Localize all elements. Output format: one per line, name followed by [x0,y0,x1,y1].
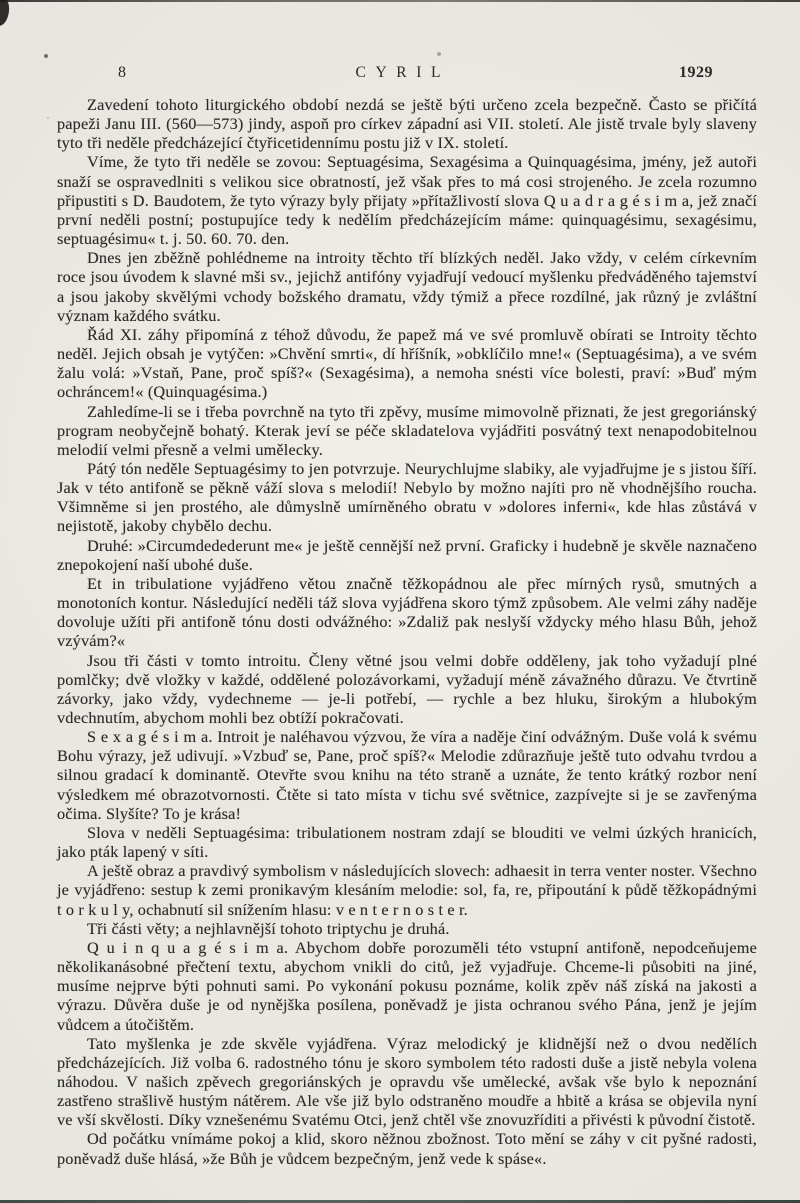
page-number: 8 [118,64,127,81]
paragraph: S e x a g é s i m a. Introit je naléhavou výzvou, že víra a naděje činí odvážným. Duše volá k svému Bohu výrazy, jež udivují. »Vzbuď se, Pane, proč spíš?« Melodie zdůrazňuje ještě tuto odvahu tvrdou a silnou gradací k dominantě. Otevřte svou knihu na této straně a uznáte, že tento krátký rozbor není výsledkem mé obrazotvornosti. Čtěte si tato místa v tichu své světnice, zazpívejte si je se zavřenýma očima. Slyšíte? To je krása! [57,727,757,823]
scan-corner-blot [0,0,10,26]
paragraph: Slova v neděli Septuagésima: tribulationem nostram zdají se blouditi ve velmi úzkých hranicích, jako pták lapený v síti. [57,822,757,862]
scan-speck [44,54,48,58]
paragraph: Pátý tón neděle Septuagésimy to jen potvrzuje. Neurychlujme slabiky, ale vyjadřujme je s jistou šíří. Jak v této antifoně se pěkně váží slova s melodií! Nebylo by možno najíti pro ně vhodnějšího roucha. Všimněme si jen prostého, ale důmyslně umírněného obratu v »dolores inferni«, kde hlas zůstává v nejistotě, jakoby chybělo dechu. [57,458,757,536]
page-header [0,64,800,88]
paragraph: Tři části věty; a nejhlavnější tohoto triptychu je druhá. [87,918,450,938]
paragraph: Q u i n q u a g é s i m a. Abychom dobře porozuměli této vstupní antifoně, nepodceňujeme několikanásobné přečtení textu, abychom vnikli do citů, jež vyjadřuje. Chceme-li působiti na jiné, musíme nejprve býti pohnuti sami. Po vykonání pokusu poznáme, kolik zpěv náš získá na jakosti a výrazu. Důvěra duše je od nynějška posílena, poněvadž je jista ochranou svého Pána, jenž je jejím vůdcem a útočištěm. [57,937,757,1034]
paragraph: Dnes jen zběžně pohlédneme na introity těchto tří blízkých neděl. Jako vždy, v celém církevním roce jsou úvodem k slavné mši sv., jejichž antifóny vyjadřují vedoucí myšlenku předváděného tajemství a jsou jakoby skvělými vchody božského dramatu, vždy týmiž a přece rozdílné, jak různý je zvláštní význam každého svátku. [57,248,757,325]
paragraph: Zavedení tohoto liturgického období nezdá se ještě býti určeno zcela bezpečně. Často se přičítá papeži Janu III. (560—573) jindy, aspoň pro církev západní asi VII. století. Ale jistě trvale byly slaveny tyto tři neděle předcházející čtyřicetidennímu postu již v IX. století. [57,95,757,153]
publication-year: 1929 [679,64,713,81]
journal-title: CYRIL [355,64,451,81]
paragraph: Jsou tři části v tomto introitu. Členy větné jsou velmi dobře odděleny, jak toho vyžadují plné pomlčky; dvě vložky v každé, oddělené polozávorkami, vyžadují méně závažného důrazu. Ve čtvrtině závorky, jako vždy, vydechneme — je-li potřebí, — rychle a bez hluku, širokým a hlubokým vdechnutím, abychom mohli bez obtíží pokračovati. [57,650,757,727]
paragraph: Od počátku vnímáme pokoj a klid, skoro něžnou zbožnost. Toto mění se záhy v cit pyšné radosti, poněvadž duše hlásá, »že Bůh je vůdcem bezpečným, jenž vede k spáse«. [57,1129,757,1168]
paragraph: Víme, že tyto tři neděle se zovou: Septuagésima, Sexagésima a Quinquagésima, jmény, jež autoři snaží se ospravedlniti s velikou sice obratností, jež však přes to má cosi strojeného. Je zcela rozumno připustiti s D. Baudotem, že tyto výrazy byly přijaty »přítažlivostí slova Q u a d r a g é s i m a, jež značí první neděli postní; postupujíce tedy k nedělím předcházejícím máme: quinquagésimu, sexagésimu, septuagésimu« t. j. 50. 60. 70. den. [57,152,757,249]
paragraph: Et in tribulatione vyjádřeno větou značně těžkopádnou ale přec mírných rysů, smutných a monotoních kontur. Následující neděli táž slova vyjádřena skoro týmž způsobem. Ale velmi záhy naděje dovoluje užíti při antifoně tónu dosti odvážného: »Zdaliž pak neslyší vždycky mého hlasu Bůh, jehož vzývám?« [57,573,757,651]
paragraph: Druhé: »Circumdedederunt me« je ještě cennější než první. Graficky i hudebně je skvěle naznačeno znepokojení naší ubohé duše. [57,535,757,574]
scan-edge-top [0,0,800,2]
article-body [57,95,757,1168]
paragraph: Řád XI. záhy připomíná z téhož důvodu, že papež má ve své promluvě obírati se Introity těchto neděl. Jejich obsah je vytýčen: »Chvění smrti«, dí hříšník, »obklíčilo mne!« (Septuagésima), a ve svém žalu volá: »Vstaň, Pane, proč spíš?« (Sexagésima), a nemoha snésti více bolesti, praví: »Buď mým ochráncem!« (Quinquagésima.) [57,324,757,402]
paragraph: Tato myšlenka je zde skvěle vyjádřena. Výraz melodický je klidnější než o dvou nedělích předcházejících. Již volba 6. radostného tónu je skoro symbolem této radosti duše a jistě nebyla volena náhodou. V našich zpěvech gregoriánských je opravdu vše umělecké, avšak vše bylo k nepoznání zastřeno strašlivě hustým nátěrem. Ale vše již bylo odstraněno moudře a hbitě a krása se objevila nyní ve vší skvělosti. Díky vznešenému Svatému Otci, jenž chtěl vše znovuzříditi a přivésti k původní čistotě. [57,1033,757,1130]
paragraph: Zahledíme-li se i třeba povrchně na tyto tři zpěvy, musíme mimovolně přiznati, že jest gregoriánský program neobyčejně bohatý. Kterak jeví se péče skladatelova vyjádřiti posvátný text nenapodobitelnou melodií velmi přesně a velmi umělecky. [57,401,757,459]
paragraph: A ještě obraz a pravdivý symbolism v následujících slovech: adhaesit in terra venter noster. Všechno je vyjádřeno: sestup k zemi pronikavým klesáním melodie: sol, fa, re, připoutání k půdě těžkopádnými t o r k u l y, ochabnutí sil snížením hlasu: v e n t e r n o s t e r. [57,861,757,919]
